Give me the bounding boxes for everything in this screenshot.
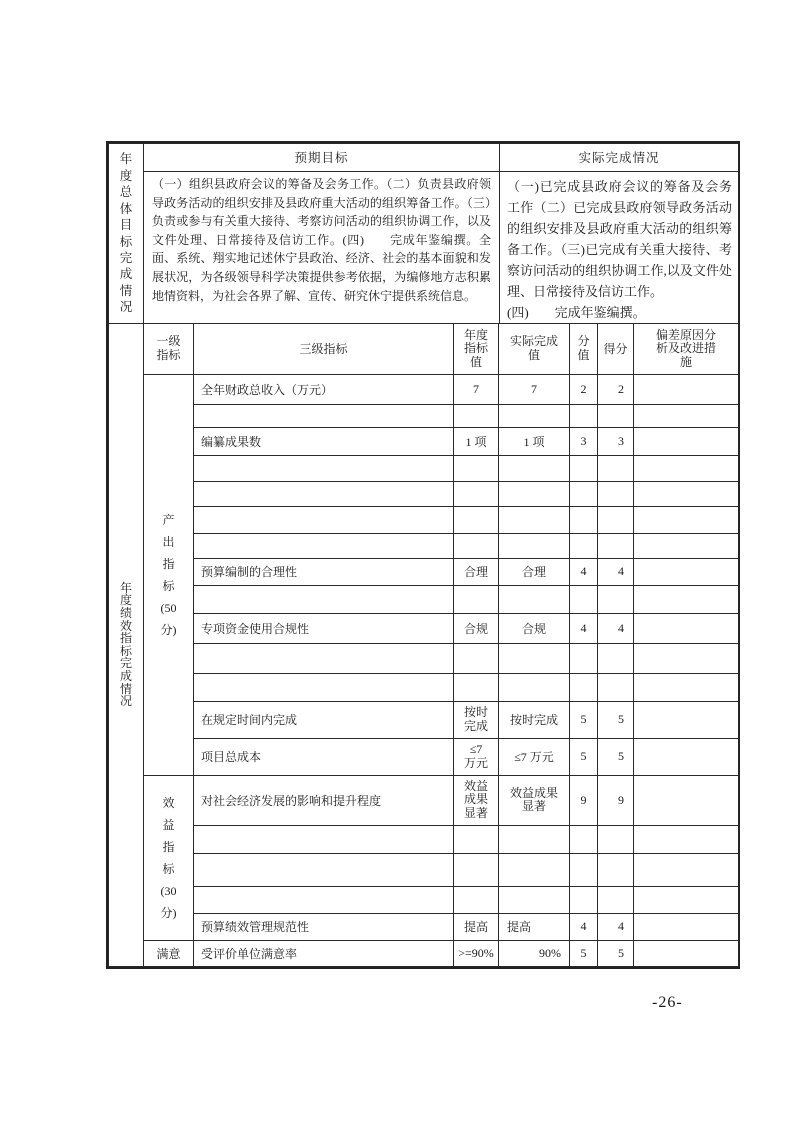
- annual-target-header: 年度 指标 值: [454, 324, 499, 374]
- actual-cell: 提高: [499, 913, 570, 940]
- actual-cell: [499, 673, 570, 701]
- score-cell: [598, 506, 634, 533]
- points-cell: [570, 643, 598, 673]
- deviation-cell: [634, 853, 739, 886]
- deviation-cell: [634, 455, 739, 481]
- spacer-row: [109, 506, 739, 533]
- actual-completion-header: 实际完成情况: [500, 144, 739, 172]
- target-cell: [454, 643, 499, 673]
- deviation-cell: [634, 673, 739, 701]
- points-cell: [570, 886, 598, 913]
- indicator-row: [109, 427, 739, 455]
- expected-goal-text: （一）组织县政府会议的筹备及会务工作。（二）负责县政府领导政务活动的组织安排及县政府重大活动的组织筹备工作。（三）负责或参与有关重大接待、考察访问活动的组织协调工作，以及文件处理、日常接待及信访工作。(四) 完成年鉴编撰。全面、系统、翔实地记述休宁县政治、经济、社会的基本面貌和发展状况，为各级领导科学决策提供参考依据，为编修地方志积累地情资料，为社会各界了解、宣传、研究休宁提供系统信息。: [144, 172, 500, 324]
- target-cell: [454, 825, 499, 853]
- actual-value-header: 实际完成 值: [499, 324, 570, 374]
- actual-cell: 1 项: [499, 427, 570, 455]
- spacer-row: [109, 533, 739, 558]
- deviation-cell: [634, 913, 739, 940]
- deviation-cell: [634, 886, 739, 913]
- target-cell: [454, 853, 499, 886]
- actual-completion-paragraph-2: (四) 完成年鉴编撰。: [507, 305, 646, 320]
- target-cell: [454, 506, 499, 533]
- target-cell: [454, 455, 499, 481]
- indicator-section-caption-cell: [109, 324, 144, 966]
- points-cell: 4: [570, 613, 598, 643]
- spacer-row: [109, 673, 739, 701]
- points-cell: [570, 404, 598, 427]
- actual-completion-paragraph-1: （一)已完成县政府会议的筹备及会务工作（二）已完成县政府领导政务活动的组织安排及县政府重大活动的组织筹备工作。（三)已完成有关重大接待、考察访问活动的组织协调工作,以及文件处理、日常接待及信访工作。: [507, 179, 732, 299]
- points-cell: 5: [570, 940, 598, 966]
- level3-cell: 全年财政总收入（万元）: [194, 374, 454, 404]
- target-cell: [454, 533, 499, 558]
- level3-cell: [194, 455, 454, 481]
- target-cell: 合规: [454, 613, 499, 643]
- indicator-row: [109, 558, 739, 585]
- indicator-row: [109, 374, 739, 404]
- deviation-cell: [634, 701, 739, 738]
- level3-cell: 项目总成本: [194, 738, 454, 775]
- level3-cell: [194, 673, 454, 701]
- points-cell: [570, 825, 598, 853]
- level3-cell: [194, 533, 454, 558]
- level3-cell: [194, 886, 454, 913]
- score-cell: 4: [598, 613, 634, 643]
- points-cell: 3: [570, 427, 598, 455]
- actual-cell: [499, 506, 570, 533]
- spacer-row: [109, 643, 739, 673]
- indicator-row: [109, 940, 739, 966]
- points-cell: 4: [570, 558, 598, 585]
- points-cell: [570, 455, 598, 481]
- deviation-cell: [634, 738, 739, 775]
- score-cell: [598, 673, 634, 701]
- deviation-cell: [634, 506, 739, 533]
- deviation-cell: [634, 427, 739, 455]
- actual-cell: 按时完成: [499, 701, 570, 738]
- level3-cell: 受评价单位满意率: [194, 940, 454, 966]
- score-cell: 2: [598, 374, 634, 404]
- spacer-row: [109, 585, 739, 613]
- target-cell: >=90%: [454, 940, 499, 966]
- level3-cell: 专项资金使用合规性: [194, 613, 454, 643]
- deviation-cell: [634, 613, 739, 643]
- points-cell: 5: [570, 701, 598, 738]
- deviation-cell: [634, 775, 739, 825]
- actual-cell: 90%: [499, 940, 570, 966]
- overall-section-caption: 年 度 总 体 目 标 完 成 情 况: [119, 152, 133, 315]
- deviation-cell: [634, 374, 739, 404]
- score-cell: 5: [598, 701, 634, 738]
- deviation-cell: [634, 533, 739, 558]
- level3-cell: [194, 404, 454, 427]
- points-cell: 5: [570, 738, 598, 775]
- points-cell: [570, 673, 598, 701]
- target-cell: 1 项: [454, 427, 499, 455]
- points-cell: 9: [570, 775, 598, 825]
- score-cell: 3: [598, 427, 634, 455]
- actual-cell: [499, 643, 570, 673]
- indicator-row: [109, 613, 739, 643]
- score-cell: [598, 404, 634, 427]
- indicator-row: [109, 775, 739, 825]
- level1-indicator-header: 一级 指标: [144, 324, 194, 374]
- actual-cell: [499, 585, 570, 613]
- output-indicator-group-cell: [144, 374, 194, 775]
- score-cell: [598, 886, 634, 913]
- score-cell: [598, 481, 634, 506]
- benefit-indicator-group-label: 效 益 指 标 (30 分): [160, 795, 177, 920]
- actual-cell: [499, 404, 570, 427]
- target-cell: 合理: [454, 558, 499, 585]
- points-cell: [570, 585, 598, 613]
- spacer-row: [109, 455, 739, 481]
- deviation-cell: [634, 481, 739, 506]
- satisfaction-group-cell: 满意: [144, 940, 194, 966]
- score-cell: 9: [598, 775, 634, 825]
- target-cell: 7: [454, 374, 499, 404]
- points-cell: [570, 533, 598, 558]
- level3-cell: 预算编制的合理性: [194, 558, 454, 585]
- deviation-cell: [634, 585, 739, 613]
- deviation-cell: [634, 404, 739, 427]
- deviation-cell: [634, 940, 739, 966]
- actual-cell: [499, 886, 570, 913]
- deviation-cell: [634, 825, 739, 853]
- level3-cell: [194, 506, 454, 533]
- indicators-table: [108, 324, 739, 967]
- score-cell: [598, 455, 634, 481]
- level3-cell: 对社会经济发展的影响和提升程度: [194, 775, 454, 825]
- indicators-header-row: [109, 324, 739, 374]
- spacer-row: [109, 886, 739, 913]
- expected-goal-header: 预期目标: [144, 144, 500, 172]
- actual-cell: 合规: [499, 613, 570, 643]
- overall-goals-table: [108, 143, 739, 324]
- actual-cell: [499, 853, 570, 886]
- score-cell: [598, 533, 634, 558]
- spacer-row: [109, 853, 739, 886]
- indicator-section-caption: 年 度 绩 效 指 标 完 成 情 况: [119, 580, 132, 709]
- score-cell: [598, 643, 634, 673]
- spacer-row: [109, 825, 739, 853]
- deviation-cell: [634, 558, 739, 585]
- level3-cell: [194, 481, 454, 506]
- level3-cell: 编纂成果数: [194, 427, 454, 455]
- actual-completion-text: [500, 172, 739, 324]
- score-cell: [598, 853, 634, 886]
- overall-section-caption-cell: [109, 144, 144, 324]
- indicator-row: [109, 701, 739, 738]
- level3-cell: 预算绩效管理规范性: [194, 913, 454, 940]
- points-cell: [570, 853, 598, 886]
- score-cell: 5: [598, 940, 634, 966]
- level3-cell: [194, 585, 454, 613]
- target-cell: 按时 完成: [454, 701, 499, 738]
- deviation-cell: [634, 643, 739, 673]
- page-number: -26-: [652, 994, 683, 1011]
- actual-cell: [499, 533, 570, 558]
- score-cell: 4: [598, 913, 634, 940]
- points-cell: 4: [570, 913, 598, 940]
- score-cell: 4: [598, 558, 634, 585]
- actual-cell: [499, 455, 570, 481]
- score-cell: [598, 585, 634, 613]
- indicator-row: [109, 913, 739, 940]
- actual-cell: 7: [499, 374, 570, 404]
- points-cell: [570, 481, 598, 506]
- indicator-row: [109, 738, 739, 775]
- target-cell: [454, 585, 499, 613]
- level3-cell: [194, 643, 454, 673]
- level3-cell: [194, 853, 454, 886]
- target-cell: [454, 481, 499, 506]
- level3-cell: [194, 825, 454, 853]
- target-cell: 效益 成果 显著: [454, 775, 499, 825]
- spacer-row: [109, 404, 739, 427]
- benefit-indicator-group-cell: [144, 775, 194, 940]
- actual-cell: [499, 481, 570, 506]
- actual-cell: 效益成果 显著: [499, 775, 570, 825]
- points-cell: [570, 506, 598, 533]
- spacer-row: [109, 481, 739, 506]
- level3-cell: 在规定时间内完成: [194, 701, 454, 738]
- deviation-header: 偏差原因分 析及改进措 施: [634, 324, 739, 374]
- score-cell: 5: [598, 738, 634, 775]
- target-cell: [454, 404, 499, 427]
- performance-evaluation-table: [106, 141, 740, 969]
- target-cell: ≤7 万元: [454, 738, 499, 775]
- actual-cell: 合理: [499, 558, 570, 585]
- level3-indicator-header: 三级指标: [194, 324, 454, 374]
- target-cell: [454, 673, 499, 701]
- score-header: 得分: [598, 324, 634, 374]
- output-indicator-group-label: 产 出 指 标 (50 分): [160, 512, 177, 637]
- target-cell: 提高: [454, 913, 499, 940]
- actual-cell: [499, 825, 570, 853]
- score-cell: [598, 825, 634, 853]
- points-cell: 2: [570, 374, 598, 404]
- target-cell: [454, 886, 499, 913]
- points-header: 分 值: [570, 324, 598, 374]
- actual-cell: ≤7 万元: [499, 738, 570, 775]
